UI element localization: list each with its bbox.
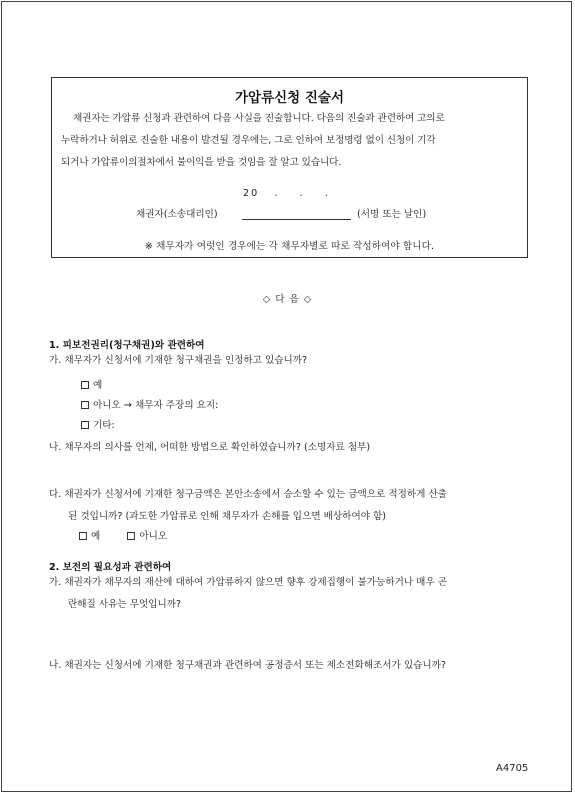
section2-ga-line-2: 란해질 사유는 무엇입니까? [68,599,182,610]
signature-line[interactable] [242,219,351,220]
da-option-yes-label: 예 [91,531,101,542]
question-da-line-1: 다. 채권자가 신청서에 기재한 청구금액은 본안소송에서 승소할 수 있는 금액으로 적정하게 산출 [49,489,448,500]
option-other-label: 기타: [93,420,115,431]
section2-ga-line-1: 가. 채권자가 채무자의 재산에 대하여 가압류하지 않으면 향후 강제집행이 불가능하거나 매우 곤 [49,577,448,588]
statement-paragraph [61,108,521,174]
option-other[interactable] [81,417,115,431]
section1-question-ga: 가. 채무자가 신청서에 기재한 청구채권을 인정하고 있습니까? [49,355,308,366]
signer-label: 채권자(소송대리인) [136,209,218,220]
statement-title: 가압류신청 진술서 [234,90,345,106]
section1-question-da [49,484,531,528]
section2-question-na: 나. 채권자는 신청서에 기재한 청구채권과 관련하여 공정증서 또는 제소전화해조서가 있습니까? [49,660,447,671]
da-options [79,528,191,542]
section2-question-ga [49,572,531,616]
option-yes-label: 예 [93,380,103,391]
checkbox-icon[interactable] [79,532,87,540]
form-code: A4705 [496,763,529,774]
da-option-no[interactable] [127,528,167,542]
statement-box [51,77,528,258]
checkbox-icon[interactable] [81,381,89,389]
checkbox-icon[interactable] [81,421,89,429]
option-no[interactable] [81,397,218,411]
section2-heading: 2. 보전의 필요성과 관련하여 [49,562,172,573]
multiple-debtors-note: ※ 채무자가 여럿인 경우에는 각 채무자별로 따로 작성하여야 합니다. [144,241,435,252]
option-no-label: 아니오 → 채무자 주장의 요지: [93,400,219,411]
details-heading: ◇ 다 음 ◇ [262,294,313,305]
signature-note: (서명 또는 날인) [357,209,427,220]
section1-question-na: 나. 채무자의 의사를 언제, 어떠한 방법으로 확인하였습니까? (소명자료 첨부) [49,442,371,453]
checkbox-icon[interactable] [81,401,89,409]
da-option-no-label: 아니오 [139,531,168,542]
statement-line-1: 채권자는 가압류 신청과 관련하여 다음 사실을 진술합니다. 다음의 진술과 관련하여 고의로 [73,113,445,124]
question-da-line-2: 된 것입니까? (과도한 가압류로 인해 채무자가 손해를 입으면 배상하여야 함) [68,511,387,522]
section1-heading: 1. 피보전권리(청구채권)와 관련하여 [49,340,205,351]
checkbox-icon[interactable] [127,532,135,540]
statement-line-2: 누락하거나 허위로 진술한 내용이 발견될 경우에는, 그로 인하여 보정명령 없이 신청이 기각 [61,135,436,146]
date-field[interactable]: 20 . . . [243,188,330,199]
statement-line-3: 되거나 가압류이의절차에서 불이익을 받을 것임을 잘 알고 있습니다. [61,157,342,168]
da-option-yes[interactable] [79,528,100,542]
option-yes[interactable] [81,377,102,391]
